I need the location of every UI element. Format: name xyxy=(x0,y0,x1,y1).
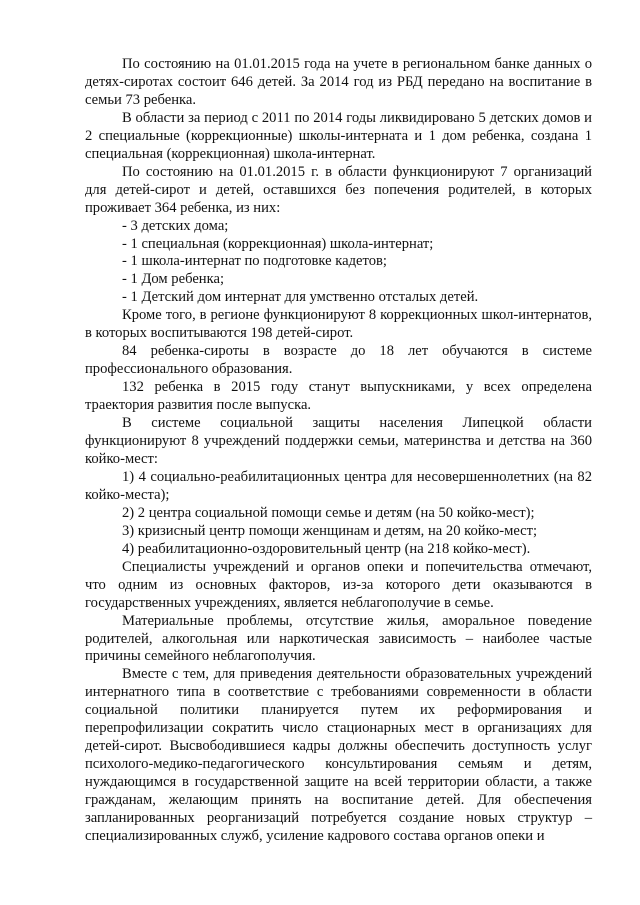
list-item: - 3 детских дома; xyxy=(122,217,229,234)
paragraph-specialists-note: Специалисты учреждений и органов опеки и попечительства отмечают, что одним из основных факторов, из-за которого дети оказываются в государственных учреждениях, является неблагополучие в семье. xyxy=(85,558,592,611)
numbered-item: 2) 2 центра социальной помощи семье и детям (на 50 койко-мест); xyxy=(122,504,535,521)
list-item: - 1 школа-интернат по подготовке кадетов; xyxy=(122,253,387,270)
list-item: - 1 Дом ребенка; xyxy=(122,271,225,288)
document-body xyxy=(85,56,592,846)
list-item: - 1 Детский дом интернат для умственно отсталых детей. xyxy=(122,289,479,306)
paragraph-functioning-organizations: По состоянию на 01.01.2015 г. в области функционируют 7 организаций для детей-сирот и детей, оставшихся без попечения родителей, в которых проживает 364 ребенка, из них: xyxy=(85,163,592,216)
paragraph-correctional-schools: Кроме того, в регионе функционируют 8 коррекционных школ-интернатов, в которых воспитываются 198 детей-сирот. xyxy=(85,307,592,342)
numbered-item: 1) 4 социально-реабилитационных центра для несовершеннолетних (на 82 койко-места); xyxy=(85,468,592,503)
numbered-item: 4) реабилитационно-оздоровительный центр (на 218 койко-мест). xyxy=(122,540,531,557)
paragraph-liquidated-institutions: В области за период с 2011 по 2014 годы ликвидировано 5 детских домов и 2 специальные (коррекционные) школы-интерната и 1 дом ребенка, создана 1 специальная (коррекционная) школа-интернат. xyxy=(85,109,592,162)
paragraph-reform-plans: Вместе с тем, для приведения деятельности образовательных учреждений интернатного типа в соответствие с требованиями современности в области социальной политики планируется путем их реформирования и перепрофилизации сократить число стационарных мест в организациях для детей-сирот. Высвободившиеся кадры должны обеспечить доступность услуг психолого-медико-педагогического консультирования семьям и детям, нуждающимся в государственной защите на всей территории области, а также гражданам, желающим принять на воспитание детей. Для обеспечения запланированных реорганизаций потребуется создание новых структур – специализированных служб, усиление кадрового состава органов опеки и xyxy=(85,666,592,844)
paragraph-rbd-registry: По состоянию на 01.01.2015 года на учете в региональном банке данных о детях-сиротах состоит 646 детей. За 2014 год из РБД передано на воспитание в семьи 73 ребенка. xyxy=(85,56,592,108)
list-item: - 1 специальная (коррекционная) школа-интернат; xyxy=(122,235,434,252)
paragraph-social-protection: В системе социальной защиты населения Липецкой области функционируют 8 учреждений поддержки семьи, материнства и детства на 360 койко-мест: xyxy=(85,415,592,467)
paragraph-material-problems: Материальные проблемы, отсутствие жилья, аморальное поведение родителей, алкогольная или наркотическая зависимость – наиболее частые причины семейного неблагополучия. xyxy=(85,612,592,665)
paragraph-graduates: 132 ребенка в 2015 году станут выпускниками, у всех определена траектория развития после выпуска. xyxy=(85,379,592,414)
paragraph-vocational-education: 84 ребенка-сироты в возрасте до 18 лет обучаются в системе профессионального образования. xyxy=(85,343,592,378)
numbered-item: 3) кризисный центр помощи женщинам и детям, на 20 койко-мест; xyxy=(122,522,538,539)
